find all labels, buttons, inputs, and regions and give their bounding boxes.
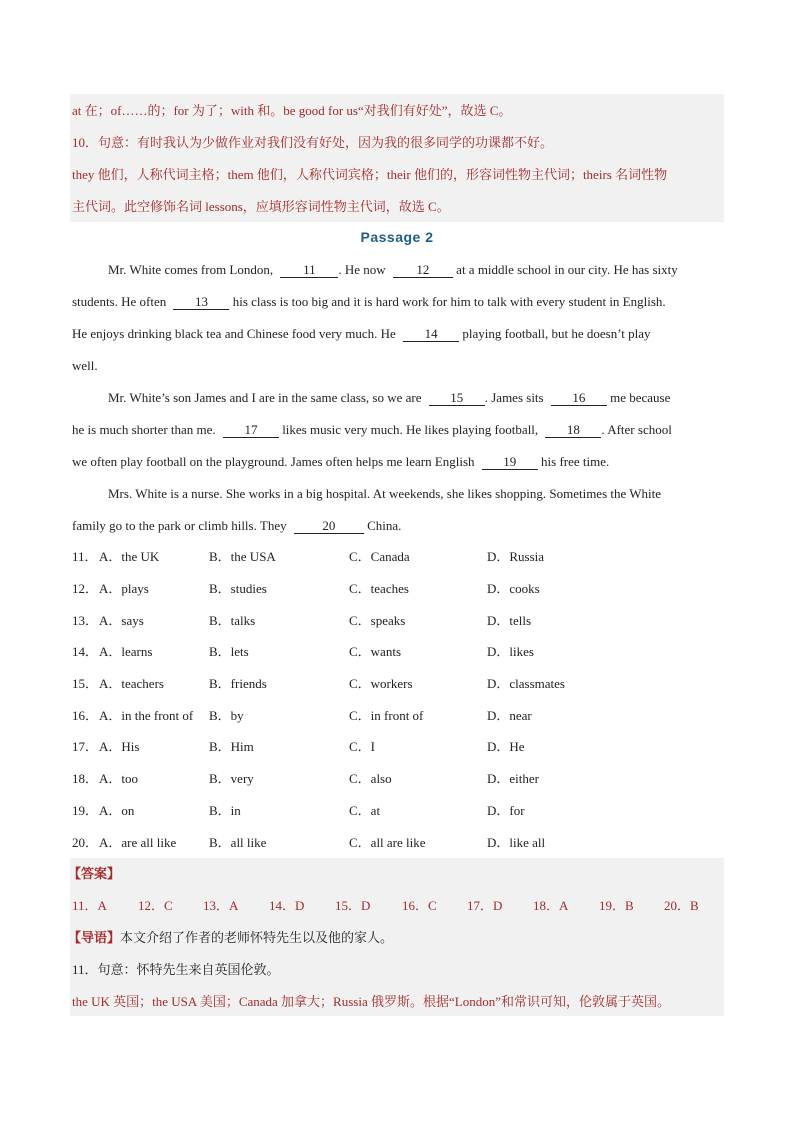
option-c: C．workers: [349, 676, 413, 691]
option-a: A．says: [99, 613, 144, 628]
answer-row: [72, 897, 712, 915]
guide-line: [68, 929, 393, 947]
q10-meaning: 10．句意：有时我认为少做作业对我们没有好处，因为我的很多同学的功课都不好。: [72, 135, 554, 150]
blank-17: 17: [223, 422, 279, 438]
text: we often play football on the playground. James often helps me learn English: [72, 454, 475, 469]
blank-16: 16: [551, 390, 607, 406]
option-a: A．in the front of: [99, 708, 194, 723]
option-b: B．all like: [209, 835, 267, 850]
option-d: D．tells: [487, 613, 532, 628]
text: playing football, but he doesn’t play: [462, 326, 651, 341]
option-d: D．for: [487, 803, 525, 818]
text: likes music very much. He likes playing football,: [282, 422, 539, 437]
text: He enjoys drinking black tea and Chinese food very much. He: [72, 326, 396, 341]
option-row: [72, 580, 712, 598]
answer-item: 18．A: [533, 898, 569, 913]
answer-item: 20．B: [664, 898, 699, 913]
option-row: [72, 707, 712, 725]
text: students. He often: [72, 294, 167, 309]
q10-explain-line2: 主代词。此空修饰名词 lessons，应填形容词性物主代词，故选 C。: [72, 199, 450, 214]
text: Mr. White’s son James and I are in the same class, so we are: [108, 390, 422, 405]
option-b: B．the USA: [209, 549, 276, 564]
question-number: 13．: [72, 613, 99, 628]
question-number: 17．: [72, 739, 99, 754]
option-b: B．talks: [209, 613, 256, 628]
answer-item: 14．D: [269, 898, 305, 913]
answer-item: 19．B: [599, 898, 634, 913]
answer-item: 11．A: [72, 898, 107, 913]
option-d: D．like all: [487, 835, 546, 850]
text: . After school: [601, 422, 672, 437]
option-b: B．lets: [209, 644, 249, 659]
answer-heading: 【答案】: [68, 866, 121, 881]
blank-11: 11: [280, 262, 338, 278]
option-c: C．I: [349, 739, 376, 754]
option-d: D．cooks: [487, 581, 540, 596]
text: . James sits: [484, 390, 544, 405]
question-number: 20．: [72, 835, 99, 850]
answer-item: 12．C: [138, 898, 173, 913]
question-number: 16．: [72, 708, 99, 723]
guide-heading: 【导语】: [68, 930, 121, 945]
blank-19: 19: [482, 454, 538, 470]
passage-line: [108, 261, 678, 279]
text: his free time.: [541, 454, 610, 469]
question-number: 15．: [72, 676, 99, 691]
option-b: B．Him: [209, 739, 254, 754]
option-a: A．are all like: [99, 835, 177, 850]
option-c: C．at: [349, 803, 381, 818]
option-a: A．plays: [99, 581, 149, 596]
option-row: [72, 643, 712, 661]
option-c: C．also: [349, 771, 392, 786]
passage-line: [72, 421, 672, 439]
option-d: D．likes: [487, 644, 534, 659]
passage-line: well.: [72, 358, 98, 373]
answer-item: 13．A: [203, 898, 239, 913]
option-d: D．either: [487, 771, 539, 786]
option-a: A．teachers: [99, 676, 164, 691]
option-b: B．friends: [209, 676, 267, 691]
option-row: [72, 548, 712, 566]
option-d: D．classmates: [487, 676, 565, 691]
option-a: A．His: [99, 739, 140, 754]
option-a: A．on: [99, 803, 135, 818]
text: . He now: [338, 262, 386, 277]
option-b: B．very: [209, 771, 254, 786]
answer-item: 15．D: [335, 898, 371, 913]
blank-18: 18: [545, 422, 601, 438]
text: he is much shorter than me.: [72, 422, 216, 437]
answer-item: 17．D: [467, 898, 503, 913]
option-a: A．the UK: [99, 549, 160, 564]
passage-line: [72, 325, 651, 343]
option-b: B．studies: [209, 581, 267, 596]
passage-line: [108, 389, 670, 407]
option-a: A．learns: [99, 644, 153, 659]
text: Mr. White comes from London,: [108, 262, 274, 277]
passage-line: [72, 293, 666, 311]
passage-line: Mrs. White is a nurse. She works in a big hospital. At weekends, she likes shopping. Sometimes the White: [108, 486, 662, 501]
option-c: C．Canada: [349, 549, 410, 564]
q10-explain-line1: they 他们，人称代词主格；them 他们，人称代词宾格；their 他们的，形容词性物主代词；theirs 名词性物: [72, 167, 668, 182]
q11-meaning: 11．句意：怀特先生来自英国伦敦。: [72, 962, 280, 977]
option-c: C．wants: [349, 644, 402, 659]
text: China.: [367, 518, 402, 533]
option-d: D．near: [487, 708, 532, 723]
option-row: [72, 770, 712, 788]
option-row: [72, 834, 712, 852]
option-c: C．teaches: [349, 581, 409, 596]
blank-12: 12: [393, 262, 453, 278]
q11-explain: the UK 英国；the USA 美国；Canada 加拿大；Russia 俄罗斯。根据“London”和常识可知，伦敦属于英国。: [72, 994, 670, 1009]
guide-text: 本文介绍了作者的老师怀特先生以及他的家人。: [120, 930, 394, 945]
text: at a middle school in our city. He has sixty: [456, 262, 678, 277]
answer-item: 16．C: [402, 898, 437, 913]
passage-title: Passage 2: [360, 229, 434, 245]
question-number: 11．: [72, 549, 98, 564]
option-b: B．by: [209, 708, 244, 723]
option-b: B．in: [209, 803, 241, 818]
blank-14: 14: [403, 326, 459, 342]
blank-13: 13: [173, 294, 229, 310]
question-number: 19．: [72, 803, 99, 818]
option-c: C．speaks: [349, 613, 406, 628]
question-number: 12．: [72, 581, 99, 596]
passage-line: [72, 517, 401, 535]
option-c: C．in front of: [349, 708, 424, 723]
explanation-line: at 在；of……的；for 为了；with 和。be good for us“对我们有好处”，故选 C。: [72, 103, 512, 118]
question-number: 18．: [72, 771, 99, 786]
option-d: D．He: [487, 739, 525, 754]
option-row: [72, 738, 712, 756]
passage-line: [72, 453, 609, 471]
option-row: [72, 675, 712, 693]
option-row: [72, 612, 712, 630]
text: his class is too big and it is hard work for him to talk with every student in English.: [232, 294, 666, 309]
option-c: C．all are like: [349, 835, 426, 850]
option-a: A．too: [99, 771, 139, 786]
blank-20: 20: [294, 518, 364, 534]
text: me because: [610, 390, 671, 405]
text: family go to the park or climb hills. They: [72, 518, 287, 533]
option-d: D．Russia: [487, 549, 545, 564]
question-number: 14．: [72, 644, 99, 659]
blank-15: 15: [429, 390, 485, 406]
option-row: [72, 802, 712, 820]
